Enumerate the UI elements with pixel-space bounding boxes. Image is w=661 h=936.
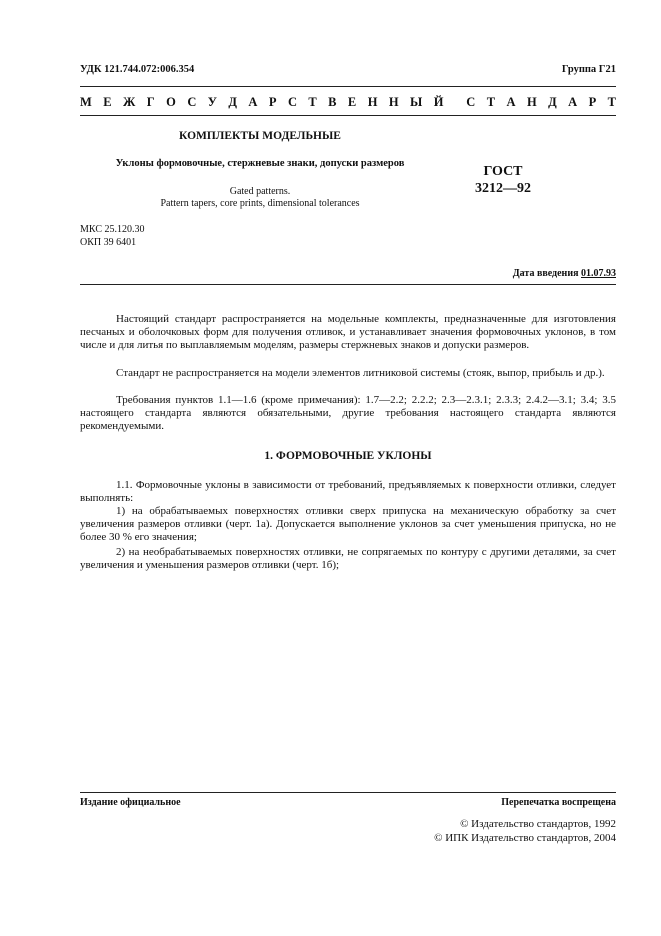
- standard-type-letter: М: [80, 95, 92, 109]
- okp-code: ОКП 39 6401: [80, 236, 137, 248]
- paragraph-exclusions: Стандарт не распространяется на модели элементов литниковой системы (стояк, выпор, прибыль и др.).: [116, 367, 605, 379]
- standard-type-letter: Ж: [123, 95, 136, 109]
- standard-type-letter: Д: [228, 95, 237, 109]
- standard-type-letter: О: [166, 95, 176, 109]
- reprint-notice: Перепечатка воспрещена: [501, 797, 616, 808]
- standard-type-letter: Т: [308, 95, 317, 109]
- heading-rule: [80, 115, 616, 116]
- english-subtitle: Pattern tapers, core prints, dimensional tolerances: [160, 198, 360, 209]
- standard-type-letter: Н: [367, 95, 378, 109]
- standard-type-letter: Н: [526, 95, 537, 109]
- top-rule: [80, 86, 616, 87]
- clause-1-1: 1.1. Формовочные уклоны в зависимости от требований, предъявляемых к поверхности отливки, следует выполнять:: [80, 479, 616, 504]
- intro-date-label: Дата введения: [512, 268, 579, 279]
- official-edition: Издание официальное: [80, 797, 181, 808]
- standard-type-letter: У: [207, 95, 217, 109]
- gost-label: ГОСТ: [483, 164, 523, 179]
- standard-type-letter: А: [568, 95, 578, 109]
- clause-1-1-item-1: 1) на обрабатываемых поверхностях отливки сверх припуска на механическую обработку за счет увеличения размеров отливки (черт. 1а). Допускается выполнение уклонов за счет уменьшения припуска, но не более 30 % его значения;: [80, 505, 616, 543]
- english-title: Gated patterns.: [229, 186, 291, 197]
- intro-date: [513, 268, 616, 279]
- section-heading: 1. ФОРМОВОЧНЫЕ УКЛОНЫ: [264, 450, 432, 462]
- udk-code: УДК 121.744.072:006.354: [80, 64, 195, 75]
- standard-type-letter: Е: [103, 95, 112, 109]
- clause-1-1-item-2: 2) на необрабатываемых поверхностях отливки, не сопрягаемых по контуру с другими деталями, за счет увеличения и уменьшения размеров отливки (черт. 1б);: [80, 546, 616, 571]
- standard-type-letter: А: [506, 95, 516, 109]
- copyright-1992: © Издательство стандартов, 1992: [460, 818, 616, 830]
- standard-type-letter: Д: [548, 95, 557, 109]
- standard-type-letter: В: [328, 95, 337, 109]
- standard-type-heading: [80, 95, 616, 110]
- standard-type-letter: Е: [347, 95, 357, 109]
- classification-codes: [80, 224, 144, 249]
- mks-code: МКС 25.120.30: [80, 224, 145, 235]
- standard-type-letter: Й: [433, 95, 444, 109]
- standard-type-letter: С: [466, 95, 476, 109]
- gost-number: 3212—92: [475, 181, 531, 196]
- document-subtitle: Уклоны формовочные, стержневые знаки, допуски размеров: [115, 158, 405, 169]
- standard-type-letter: Н: [388, 95, 399, 109]
- footer-rule: [80, 792, 616, 793]
- intro-date-value: 01.07.93: [581, 268, 616, 279]
- standard-type-letter: С: [287, 95, 297, 109]
- paragraph-requirements: Требования пунктов 1.1—1.6 (кроме примечания): 1.7—2.2; 2.2.2; 2.3—2.3.1; 2.3.3; 2.4.2—3.1; 3.4; 3.5 настоящего стандарта являются обязательными, другие требования настоящего стандарта являются рекомендуемыми.: [80, 394, 616, 432]
- standard-type-letter: Г: [146, 95, 155, 109]
- group-code: Группа Г21: [561, 64, 616, 75]
- paragraph-scope: Настоящий стандарт распространяется на модельные комплекты, предназначенные для изготовления песчаных и оболочковых форм для получения отливок, и устанавливает значения формовочных уклонов, в том числе и для литья по выплавляемым моделям, размеры стержневых знаков и допуски размеров.: [80, 313, 616, 351]
- document-title: КОМПЛЕКТЫ МОДЕЛЬНЫЕ: [179, 130, 341, 142]
- standard-type-letter: С: [187, 95, 197, 109]
- standard-type-letter: Т: [486, 95, 496, 109]
- standard-type-letter: Р: [268, 95, 277, 109]
- standard-type-letter: А: [248, 95, 258, 109]
- standard-type-letter: Ы: [410, 95, 423, 109]
- standard-type-letter: Т: [607, 95, 616, 109]
- copyright-2004: © ИПК Издательство стандартов, 2004: [434, 832, 616, 844]
- date-rule: [80, 284, 616, 285]
- standard-type-letter: Р: [588, 95, 597, 109]
